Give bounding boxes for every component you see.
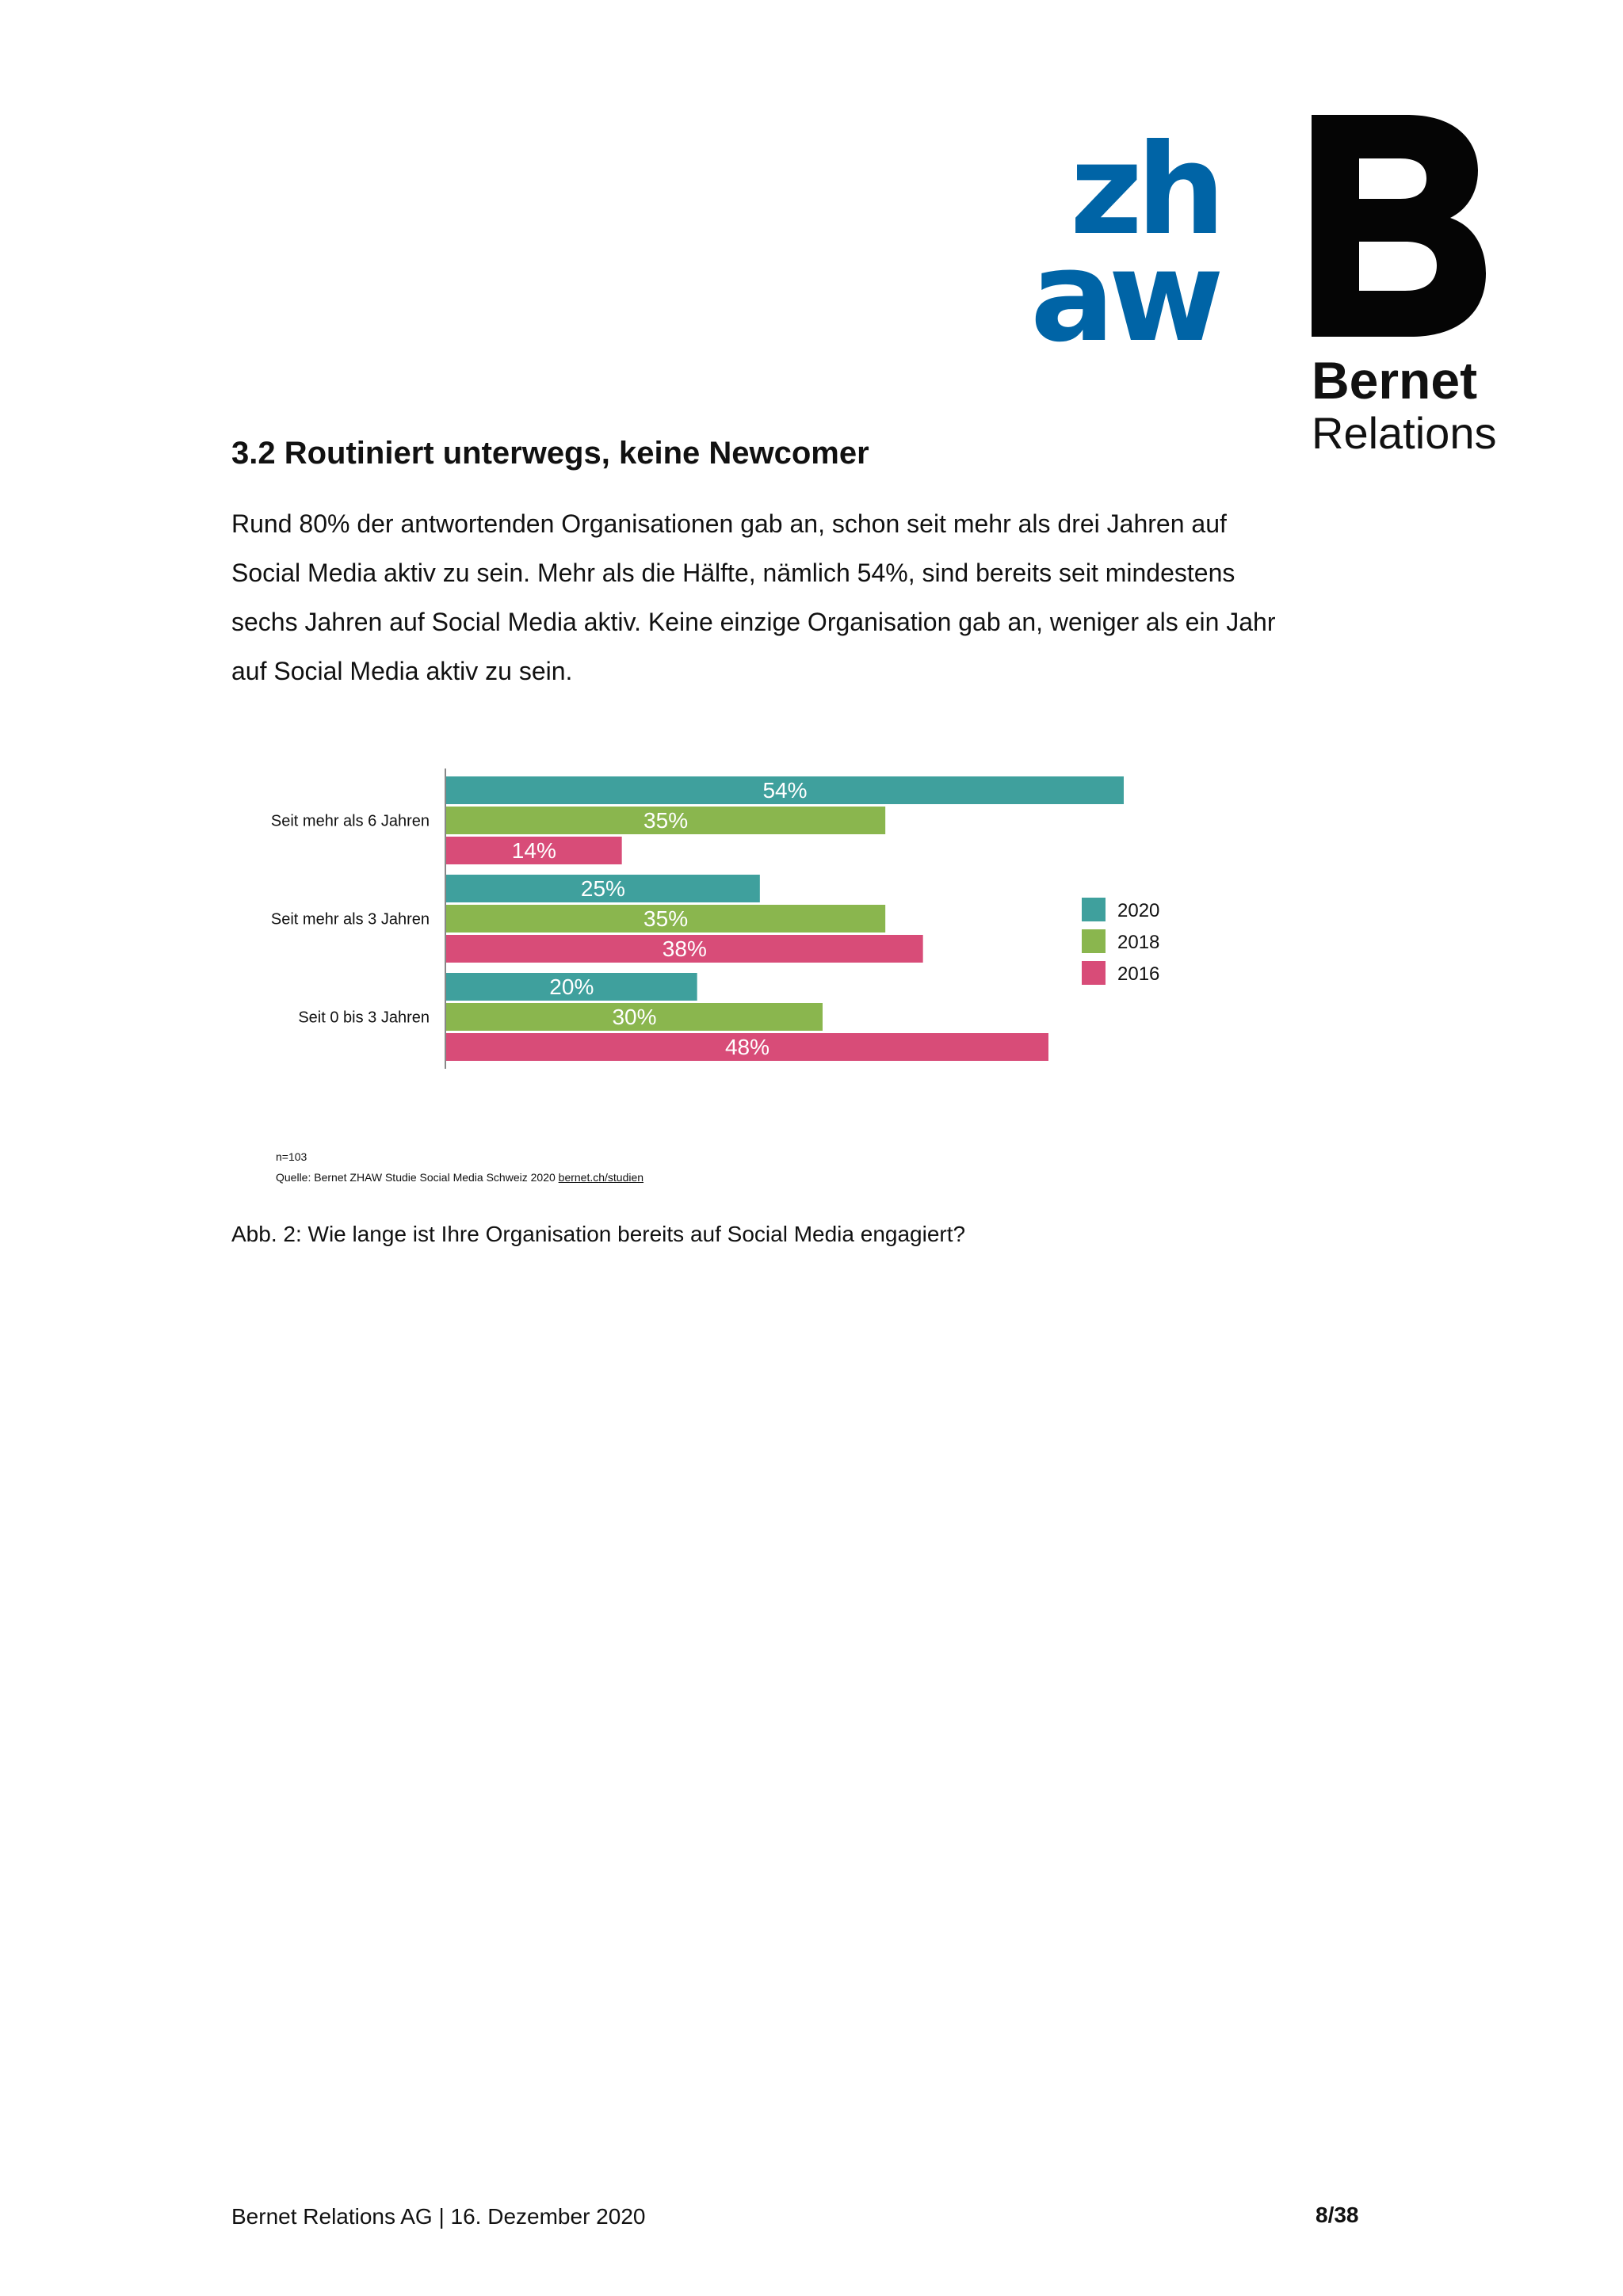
zhaw-logo bbox=[1030, 117, 1236, 370]
source-link[interactable]: bernet.ch/studien bbox=[558, 1171, 644, 1184]
legend-swatch bbox=[1082, 961, 1106, 985]
figure-caption: Abb. 2: Wie lange ist Ihre Organisation bereits auf Social Media engagiert? bbox=[231, 1222, 966, 1246]
legend-label: 2018 bbox=[1117, 932, 1160, 953]
category-label: Seit 0 bis 3 Jahren bbox=[298, 1009, 430, 1027]
zhaw-logo-line2: aw bbox=[1030, 224, 1218, 370]
brand-name: Bernet bbox=[1312, 351, 1478, 410]
sample-size-note: n=103 bbox=[276, 1150, 307, 1163]
bar-chart bbox=[231, 761, 1262, 1093]
bar-value-label: 35% bbox=[643, 808, 689, 833]
brand-subtitle: Relations bbox=[1312, 408, 1497, 458]
bar-value-label: 20% bbox=[549, 974, 594, 999]
legend-label: 2016 bbox=[1117, 963, 1160, 985]
bar-value-label: 14% bbox=[511, 838, 556, 863]
category-label: Seit mehr als 6 Jahren bbox=[270, 812, 430, 830]
zhaw-logo-line1: zh bbox=[1070, 117, 1220, 263]
bar-value-label: 25% bbox=[580, 876, 625, 901]
category-label: Seit mehr als 3 Jahren bbox=[270, 910, 430, 929]
bar-value-label: 54% bbox=[762, 778, 808, 803]
bar-value-label: 38% bbox=[662, 936, 707, 961]
legend-swatch bbox=[1082, 898, 1106, 921]
legend-swatch bbox=[1082, 929, 1106, 953]
source-text: Quelle: Bernet ZHAW Studie Social Media Schweiz 2020 bbox=[276, 1171, 556, 1184]
section-paragraph: Rund 80% der antwortenden Organisationen gab an, schon seit mehr als drei Jahren auf Social Media aktiv zu sein. Mehr als die Hälfte, nämlich 54%, sind bereits seit mindestens sechs Jahren auf Social Media aktiv. Keine einzige Organisation gab an, weniger als ein Jahr auf Social Media aktiv zu sein. bbox=[231, 509, 1276, 685]
page-number: 8/38 bbox=[1316, 2203, 1359, 2227]
bar-value-label: 48% bbox=[724, 1035, 770, 1059]
source-note bbox=[276, 1168, 643, 1187]
footer-company-date: Bernet Relations AG | 16. Dezember 2020 bbox=[231, 2204, 646, 2229]
section-heading: 3.2 Routiniert unterwegs, keine Newcomer bbox=[231, 436, 869, 471]
bar-value-label: 30% bbox=[612, 1005, 657, 1029]
legend-label: 2020 bbox=[1117, 900, 1160, 921]
bar-value-label: 35% bbox=[643, 906, 689, 931]
bernet-b-logo bbox=[1312, 115, 1486, 337]
